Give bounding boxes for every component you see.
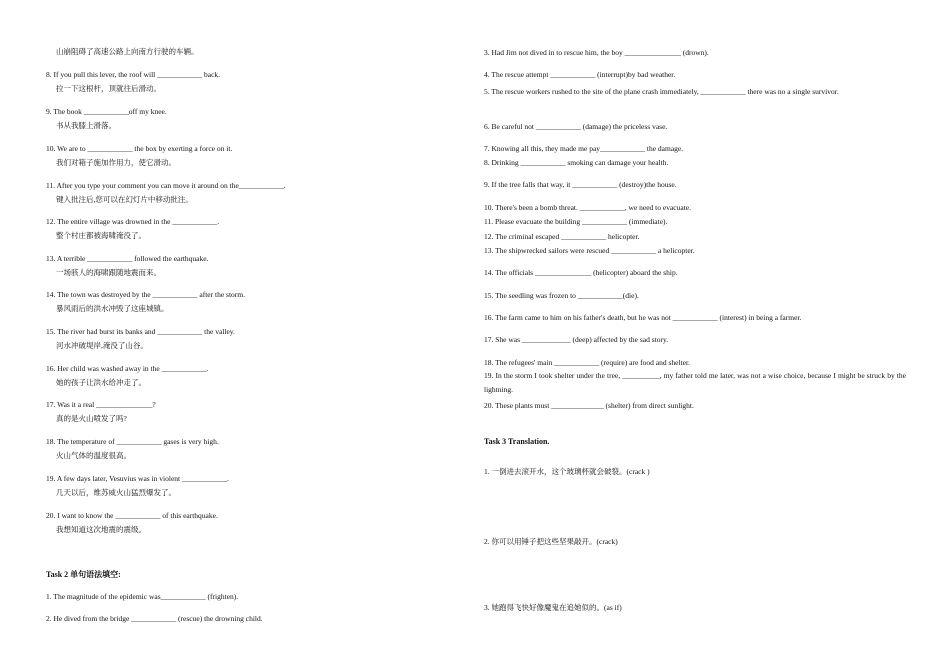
- grammar-item: 9. If the tree falls that way, it ____________ (destroy)the house.: [484, 180, 677, 189]
- grammar-item: 13. The shipwrecked sailors were rescued ____________ a helicopter.: [484, 246, 695, 255]
- exercise-translation: 整个村庄都被海啸淹没了。: [56, 231, 146, 240]
- exercise-item: 10. We are to ____________ the box by exerting a force on it.: [46, 144, 233, 153]
- exercise-item: 11. After you type your comment you can move it around on the____________.: [46, 181, 286, 190]
- exercise-item: 8. If you pull this lever, the roof will ____________ back.: [46, 70, 221, 79]
- grammar-item: 10. There's been a bomb threat. ____________, we need to evacuate.: [484, 203, 691, 212]
- intro-translation: 山崩阻碍了高速公路上向南方行驶的车辆。: [56, 47, 199, 56]
- exercise-translation: 暴风雨后的洪水冲毁了这座城镇。: [56, 304, 169, 313]
- translation-item: 2. 你可以用锤子把这些坚果敲开。(crack): [484, 537, 618, 546]
- grammar-item: 11. Please evacuate the building ____________ (immediate).: [484, 217, 668, 226]
- grammar-item: 3. Had Jim not dived in to rescue him, the boy _______________ (drown).: [484, 48, 709, 57]
- exercise-translation: 她的孩子让洪水给冲走了。: [56, 378, 146, 387]
- grammar-item: 14. The officials _______________ (helicopter) aboard the ship.: [484, 268, 678, 277]
- exercise-translation: 真的是火山喷发了吗?: [56, 414, 127, 423]
- grammar-item: 5. The rescue workers rushed to the site of the plane crash immediately, ____________ there was no a single survivor.: [484, 87, 839, 96]
- grammar-item: 20. These plants must ______________ (shelter) from direct sunlight.: [484, 401, 694, 410]
- task3-heading: Task 3 Translation.: [484, 437, 550, 446]
- grammar-item: 12. The criminal escaped ____________ helicopter.: [484, 232, 640, 241]
- grammar-item: 4. The rescue attempt ____________ (interrupt)by bad weather.: [484, 70, 676, 79]
- exercise-translation: 火山气体的温度很高。: [56, 451, 131, 460]
- grammar-item: 7. Knowing all this, they made me pay____________ the damage.: [484, 144, 684, 153]
- exercise-item: 18. The temperature of ____________ gases is very high.: [46, 437, 219, 446]
- exercise-translation: 我想知道这次地震的震级。: [56, 525, 146, 534]
- exercise-item: 17. Was it a real _______________?: [46, 400, 156, 409]
- exercise-item: 13. A terrible ____________ followed the earthquake.: [46, 254, 209, 263]
- grammar-item: 15. The seedling was frozen to ____________(die).: [484, 291, 639, 300]
- grammar-item: 6. Be careful not ____________ (damage) the priceless vase.: [484, 122, 668, 131]
- exercise-translation: 书从我膝上滑落。: [56, 121, 116, 130]
- exercise-item: 14. The town was destroyed by the ____________ after the storm.: [46, 290, 245, 299]
- grammar-item: 16. The farm came to him on his father's death, but he was not ____________ (interest) in being a farmer.: [484, 313, 802, 322]
- grammar-item: 17. She was _____________ (deep) affected by the sad story.: [484, 335, 669, 344]
- exercise-item: 15. The river had burst its banks and ____________ the valley.: [46, 327, 235, 336]
- exercise-item: 9. The book ____________off my knee.: [46, 107, 167, 116]
- translation-item: 1. 一倒进去滚开水，这个玻璃杯就会破裂。(crack ): [484, 467, 650, 476]
- exercise-translation: 我们对箱子施加作用力，使它滑动。: [56, 158, 176, 167]
- grammar-item: 2. He dived from the bridge ____________ (rescue) the drowning child.: [46, 614, 263, 623]
- exercise-translation: 几天以后，维苏威火山猛烈爆发了。: [56, 488, 176, 497]
- translation-item: 3. 她跑得飞快好像魔鬼在追她似的。(as if): [484, 603, 622, 612]
- exercise-translation: 键入批注后,您可以在幻灯片中移动批注。: [56, 195, 193, 204]
- task2-heading: Task 2 单句语法填空:: [46, 570, 121, 579]
- exercise-translation: 一场骇人的海啸跟随地震而来。: [56, 268, 161, 277]
- grammar-item: 18. The refugees' main ____________ (require) are food and shelter.: [484, 358, 690, 367]
- exercise-item: 20. I want to know the ____________ of this earthquake.: [46, 511, 218, 520]
- exercise-item: 12. The entire village was drowned in the ____________.: [46, 217, 220, 226]
- grammar-item: 1. The magnitude of the epidemic was____________ (frighten).: [46, 592, 239, 601]
- exercise-item: 16. Her child was washed away in the ____________.: [46, 364, 209, 373]
- exercise-translation: 拉一下这根杆，顶就往后滑动。: [56, 84, 161, 93]
- grammar-item: 8. Drinking ____________ smoking can damage your health.: [484, 158, 669, 167]
- exercise-translation: 河水冲破堤岸,淹没了山谷。: [56, 341, 148, 350]
- grammar-item: 19. In the storm I took shelter under the tree, __________, my father told me later, was not a wise choice, because I might be struck by the lightning.: [484, 371, 906, 394]
- exercise-item: 19. A few days later, Vesuvius was in violent ____________.: [46, 474, 229, 483]
